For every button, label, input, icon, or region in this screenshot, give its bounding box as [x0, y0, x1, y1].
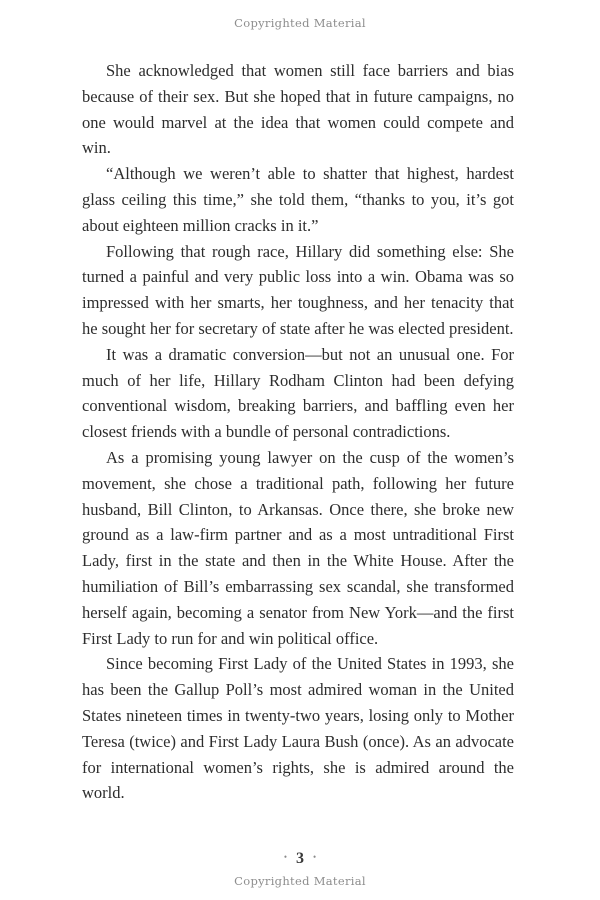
paragraph: “Although we weren’t able to shatter that highest, hardest glass ceiling this time,” she told them, “thanks to you, it’s got about eighteen million cracks in it.”	[82, 164, 514, 235]
copyright-notice-top: Copyrighted Material	[234, 16, 366, 30]
paragraph: She acknowledged that women still face barriers and bias because of their sex. But she hoped that in future campaigns, no one would marvel at the idea that women could compete and win.	[82, 61, 514, 158]
paragraph: Since becoming First Lady of the United States in 1993, she has been the Gallup Poll’s most admired woman in the United States nineteen times in twenty-two years, losing only to Mother Teresa (twice) and First Lady Laura Bush (once). As an advocate for international women’s rights, she is admired around the world.	[82, 654, 514, 803]
page-number-bullet-right: •	[313, 852, 317, 862]
paragraph: As a promising young lawyer on the cusp of the women’s movement, she chose a traditional path, following her future husband, Bill Clinton, to Arkansas. Once there, she broke new ground as a law-firm partner and as a most untraditional First Lady, first in the state and then in the White House. After the humiliation of Bill’s embarrassing sex scandal, she transformed herself again, becoming a senator from New York—and the first First Lady to run for and win political office.	[82, 447, 514, 648]
page-number-bullet-left: •	[283, 852, 287, 862]
page-number: 3	[296, 850, 304, 867]
paragraph: It was a dramatic conversion—but not an unusual one. For much of her life, Hillary Rodham Clinton had been defying conventional wisdom, breaking barriers, and baffling even her closest friends with a bundle of personal contradictions.	[82, 344, 514, 442]
paragraph: Following that rough race, Hillary did something else: She turned a painful and very public loss into a win. Obama was so impressed with her smarts, her toughness, and her tenacity that he sought her for secretary of state after he was elected president.	[82, 241, 514, 338]
copyright-notice-bottom: Copyrighted Material	[234, 874, 366, 888]
page-number-row	[0, 850, 600, 868]
page-body	[82, 58, 514, 806]
